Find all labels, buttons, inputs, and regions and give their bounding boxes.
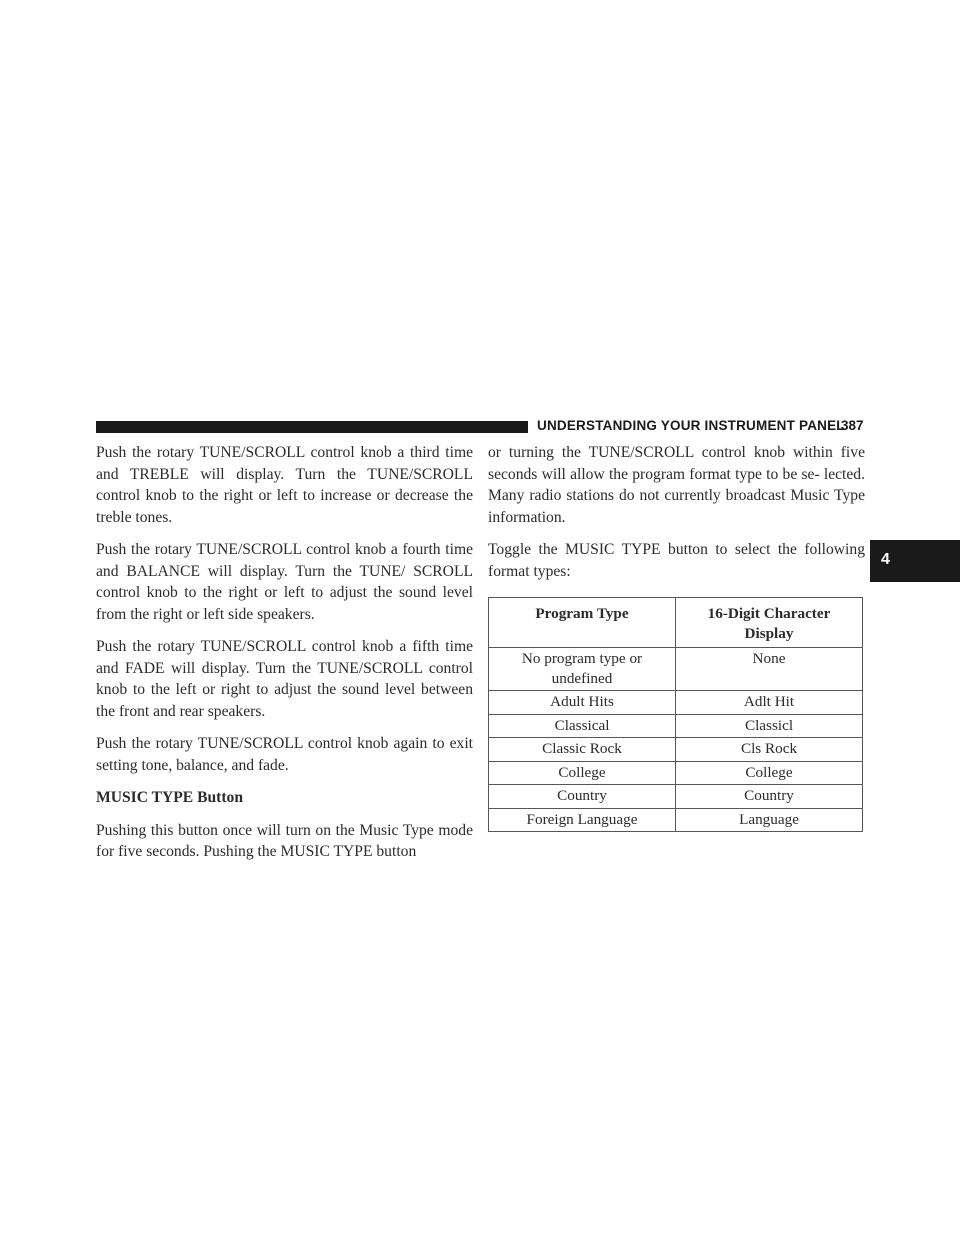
table-cell-display: Language	[676, 808, 863, 832]
table-cell-program-type: Foreign Language	[489, 808, 676, 832]
table-header-row	[489, 598, 863, 648]
table-row	[489, 738, 863, 762]
paragraph-toggle: Toggle the MUSIC TYPE button to select the following format types:	[488, 541, 865, 580]
table-header-display: 16-Digit Character Display	[676, 598, 863, 648]
paragraph-exit: Push the rotary TUNE/SCROLL control knob again to exit setting tone, balance, and fade.	[96, 735, 473, 774]
chapter-tab: 4	[870, 540, 960, 582]
table-cell-display: Country	[676, 785, 863, 809]
paragraph-music-type: Pushing this button once will turn on the Music Type mode for five seconds. Pushing the MUSIC TYPE button	[96, 821, 473, 860]
music-type-heading: MUSIC TYPE Button	[96, 789, 244, 806]
paragraph-treble: Push the rotary TUNE/SCROLL control knob a third time and TREBLE will display. Turn the TUNE/SCROLL control knob to the right or left to increase or decrease the treble tones.	[96, 444, 473, 526]
page-number: 387	[841, 418, 864, 433]
table-cell-program-type: Adult Hits	[489, 691, 676, 715]
table-row	[489, 691, 863, 715]
table-row	[489, 808, 863, 832]
table-cell-display: Cls Rock	[676, 738, 863, 762]
table-cell-display: None	[676, 648, 863, 691]
table-row	[489, 714, 863, 738]
paragraph-fade: Push the rotary TUNE/SCROLL control knob a fifth time and FADE will display. Turn the TUNE/SCROLL control knob to the left or right to adjust the sound level between the front and rear speakers.	[96, 638, 473, 720]
table-cell-program-type: Country	[489, 785, 676, 809]
table-row	[489, 648, 863, 691]
left-column	[96, 442, 473, 874]
table-cell-display: College	[676, 761, 863, 785]
table-cell-program-type: Classic Rock	[489, 738, 676, 762]
table-cell-display: Adlt Hit	[676, 691, 863, 715]
paragraph-balance: Push the rotary TUNE/SCROLL control knob a fourth time and BALANCE will display. Turn the TUNE/ SCROLL control knob to the right or left to adjust the sound level from the right or left side speakers.	[96, 541, 473, 623]
table-cell-display: Classicl	[676, 714, 863, 738]
table-row	[489, 761, 863, 785]
header-bar	[96, 421, 528, 433]
table-header-program-type: Program Type	[489, 598, 676, 648]
table-cell-program-type: No program type or undefined	[489, 648, 676, 691]
table-cell-program-type: College	[489, 761, 676, 785]
section-title: UNDERSTANDING YOUR INSTRUMENT PANEL	[537, 418, 845, 433]
paragraph-continued: or turning the TUNE/SCROLL control knob within five seconds will allow the program format type to be se- lected. Many radio stations do not currently broadcast Music Type information.	[488, 444, 865, 526]
right-column	[488, 442, 865, 832]
table-cell-program-type: Classical	[489, 714, 676, 738]
table-row	[489, 785, 863, 809]
program-type-table	[488, 597, 863, 832]
